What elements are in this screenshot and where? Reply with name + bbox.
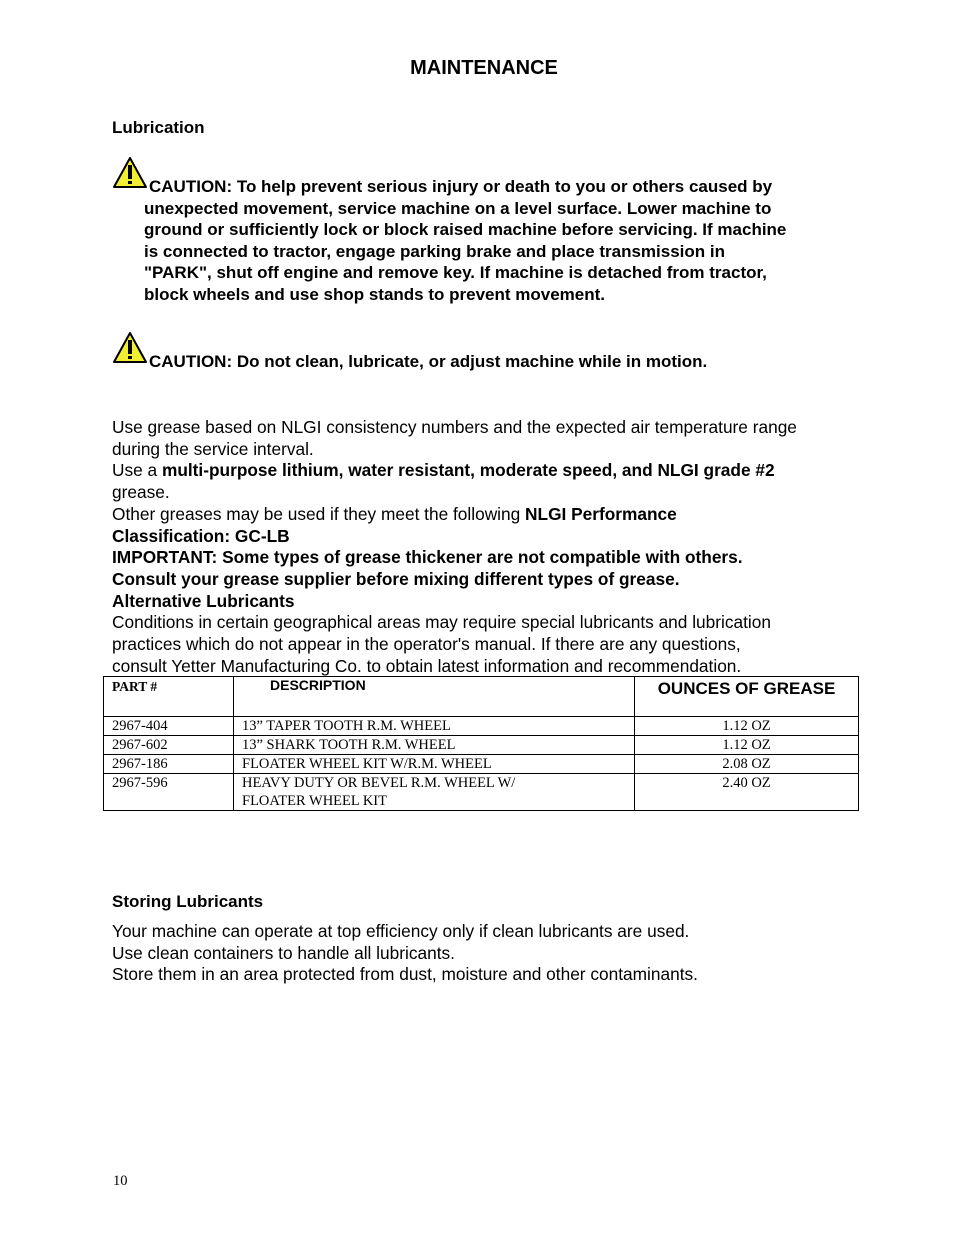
important-note: Consult your grease supplier before mixing different types of grease. <box>112 568 680 589</box>
grease-spec: multi-purpose lithium, water resistant, moderate speed, and NLGI grade #2 <box>161 460 775 481</box>
cell-part: 2967-596 <box>104 774 234 811</box>
caution-1-line: CAUTION: To help prevent serious injury or death to you or others caused by <box>149 177 773 196</box>
cell-oz: 2.40 OZ <box>635 774 859 811</box>
warning-triangle-icon <box>112 156 148 190</box>
page-title: MAINTENANCE <box>410 57 558 79</box>
caution-1-line: unexpected movement, service machine on a level surface. Lower machine to <box>144 198 772 218</box>
caution-2-text: CAUTION: Do not clean, lubricate, or adjust machine while in motion. <box>149 352 708 371</box>
para-line: consult Yetter Manufacturing Co. to obtain latest information and recommendation. <box>112 655 742 676</box>
grease-instructions <box>112 417 872 677</box>
caution-1-line: "PARK", shut off engine and remove key. If machine is detached from tractor, <box>144 263 767 283</box>
table-row <box>104 717 859 736</box>
para-line: Use clean containers to handle all lubricants. <box>112 942 455 963</box>
caution-1-line: is connected to tractor, engage parking brake and place transmission in <box>144 241 725 261</box>
storing-heading: Storing Lubricants <box>112 892 264 911</box>
para-line: during the service interval. <box>112 438 314 459</box>
table-row <box>104 755 859 774</box>
cell-desc <box>234 774 635 811</box>
para-text: Use a <box>112 460 162 481</box>
caution-block-1 <box>144 176 864 306</box>
alt-lubricants-heading: Alternative Lubricants <box>112 590 295 611</box>
cell-desc-line: HEAVY DUTY OR BEVEL R.M. WHEEL W/ <box>242 775 516 791</box>
para-line: Store them in an area protected from dust, moisture and other contaminants. <box>112 964 698 985</box>
grease-table <box>103 676 859 811</box>
para-line: Classification: GC-LB <box>112 525 290 546</box>
para-line <box>112 504 872 526</box>
cell-desc: 13” TAPER TOOTH R.M. WHEEL <box>234 717 635 736</box>
cell-part: 2967-404 <box>104 717 234 736</box>
important-note: IMPORTANT: Some types of grease thickener are not compatible with others. <box>112 547 743 568</box>
cell-desc: 13” SHARK TOOTH R.M. WHEEL <box>234 736 635 755</box>
header-part: PART # <box>104 677 234 717</box>
table-row <box>104 774 859 811</box>
caution-1-line: ground or sufficiently lock or block raised machine before servicing. If machine <box>144 220 787 240</box>
cell-part: 2967-602 <box>104 736 234 755</box>
cell-oz: 2.08 OZ <box>635 755 859 774</box>
caution-1-line: block wheels and use shop stands to prevent movement. <box>144 284 606 304</box>
para-text: Other greases may be used if they meet the following <box>112 503 526 524</box>
para-line: grease. <box>112 482 170 503</box>
storing-text <box>112 921 872 986</box>
nlgi-class: NLGI Performance <box>525 503 677 524</box>
page-number: 10 <box>113 1173 128 1189</box>
cell-part: 2967-186 <box>104 755 234 774</box>
cell-desc-line: FLOATER WHEEL KIT <box>242 793 387 809</box>
para-line <box>112 460 872 482</box>
para-line: Conditions in certain geographical areas may require special lubricants and lubrication <box>112 612 771 633</box>
lubrication-heading: Lubrication <box>112 118 205 137</box>
warning-triangle-icon <box>112 331 148 365</box>
table-row <box>104 736 859 755</box>
para-line: Use grease based on NLGI consistency numbers and the expected air temperature range <box>112 417 797 437</box>
header-ounces: OUNCES OF GREASE <box>635 677 859 717</box>
cell-oz: 1.12 OZ <box>635 717 859 736</box>
para-line: Your machine can operate at top efficiency only if clean lubricants are used. <box>112 921 690 941</box>
header-description: DESCRIPTION <box>234 677 635 717</box>
cell-desc: FLOATER WHEEL KIT W/R.M. WHEEL <box>234 755 635 774</box>
para-line: practices which do not appear in the operator's manual. If there are any questions, <box>112 634 741 655</box>
cell-oz: 1.12 OZ <box>635 736 859 755</box>
table-header-row <box>104 677 859 717</box>
